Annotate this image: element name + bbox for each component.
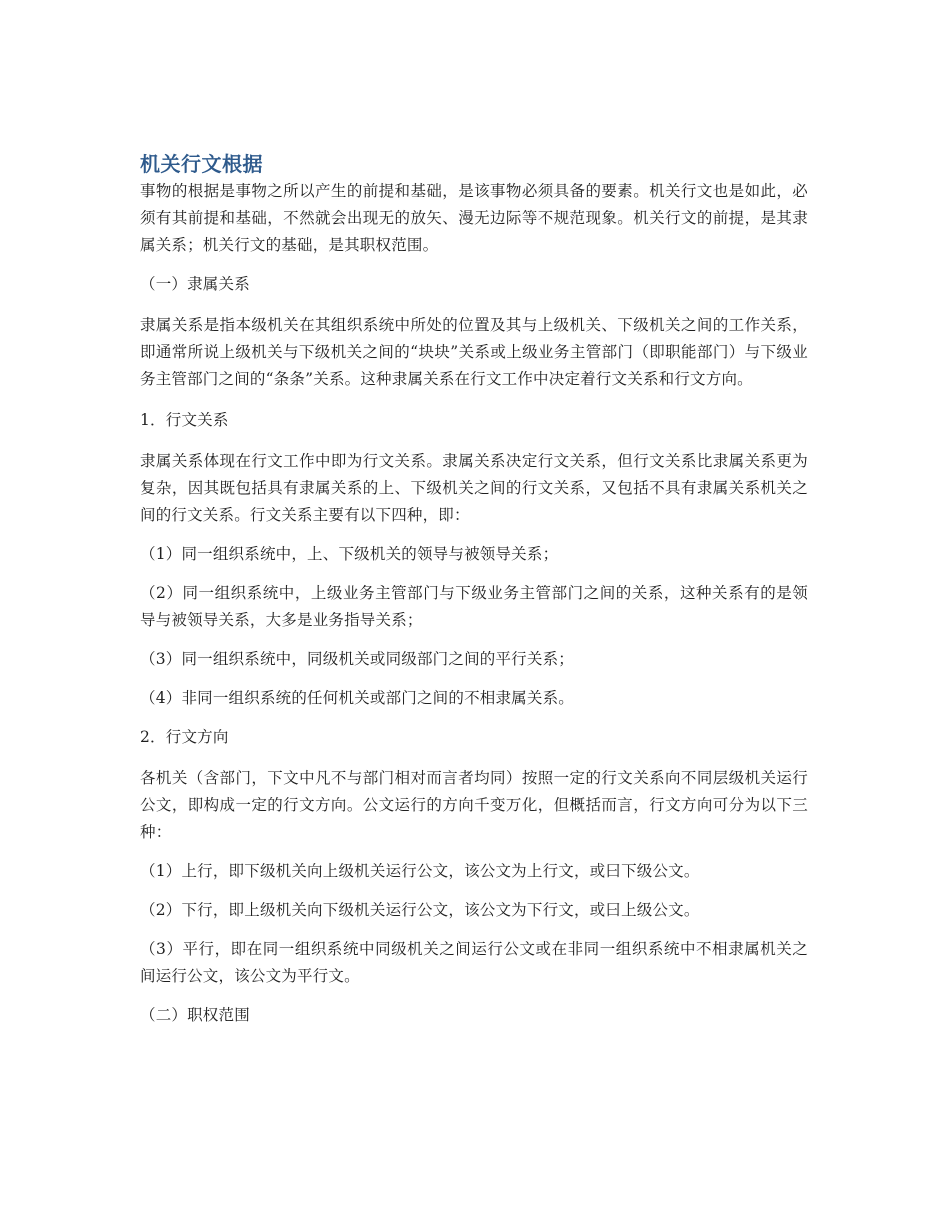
document-title: 机关行文根据 [140,152,263,176]
section-heading-affiliation: （一）隶属关系 [140,275,250,293]
subheading-document-relations: 1．行文关系 [140,411,229,429]
list-item-relation-3: （3）同一组织系统中，同级机关或同级部门之间的平行关系； [140,650,574,668]
list-item-direction-parallel: （3）平行，即在同一组织系统中同级机关之间运行公文或在非同一组织系统中不相隶属机关之间运行公文，该公文为平行文。 [140,940,808,985]
section-heading-authority-scope: （二）职权范围 [140,1006,250,1024]
subheading-document-direction: 2．行文方向 [140,728,229,746]
intro-paragraph: 事物的根据是事物之所以产生的前提和基础，是该事物必须具备的要素。机关行文也是如此，必须有其前提和基础，不然就会出现无的放矢、漫无边际等不规范现象。机关行文的前提，是其隶属关系；机关行文的基础，是其职权范围。 [140,182,808,254]
list-item-direction-upward: （1）上行，即下级机关向上级机关运行公文，该公文为上行文，或曰下级公文。 [140,862,700,880]
paragraph-affiliation-definition: 隶属关系是指本级机关在其组织系统中所处的位置及其与上级机关、下级机关之间的工作关系，即通常所说上级机关与下级机关之间的“块块”关系或上级业务主管部门（即职能部门）与下级业务主管部门之间的“条条”关系。这种隶属关系在行文工作中决定着行文关系和行文方向。 [140,316,808,388]
list-item-direction-downward: （2）下行，即上级机关向下级机关运行公文，该公文为下行文，或曰上级公文。 [140,901,700,919]
list-item-relation-2: （2）同一组织系统中，上级业务主管部门与下级业务主管部门之间的关系，这种关系有的是领导与被领导关系，大多是业务指导关系； [140,584,808,629]
paragraph-document-relations: 隶属关系体现在行文工作中即为行文关系。隶属关系决定行文关系，但行文关系比隶属关系更为复杂，因其既包括具有隶属关系的上、下级机关之间的行文关系，又包括不具有隶属关系机关之间的行文关系。行文关系主要有以下四种，即： [140,452,808,524]
list-item-relation-1: （1）同一组织系统中，上、下级机关的领导与被领导关系； [140,545,559,563]
list-item-relation-4: （4）非同一组织系统的任何机关或部门之间的不相隶属关系。 [140,689,574,707]
document-body [140,150,808,1029]
paragraph-document-direction: 各机关（含部门，下文中凡不与部门相对而言者均同）按照一定的行文关系向不同层级机关运行公文，即构成一定的行文方向。公文运行的方向千变万化，但概括而言，行文方向可分为以下三种： [140,769,808,841]
